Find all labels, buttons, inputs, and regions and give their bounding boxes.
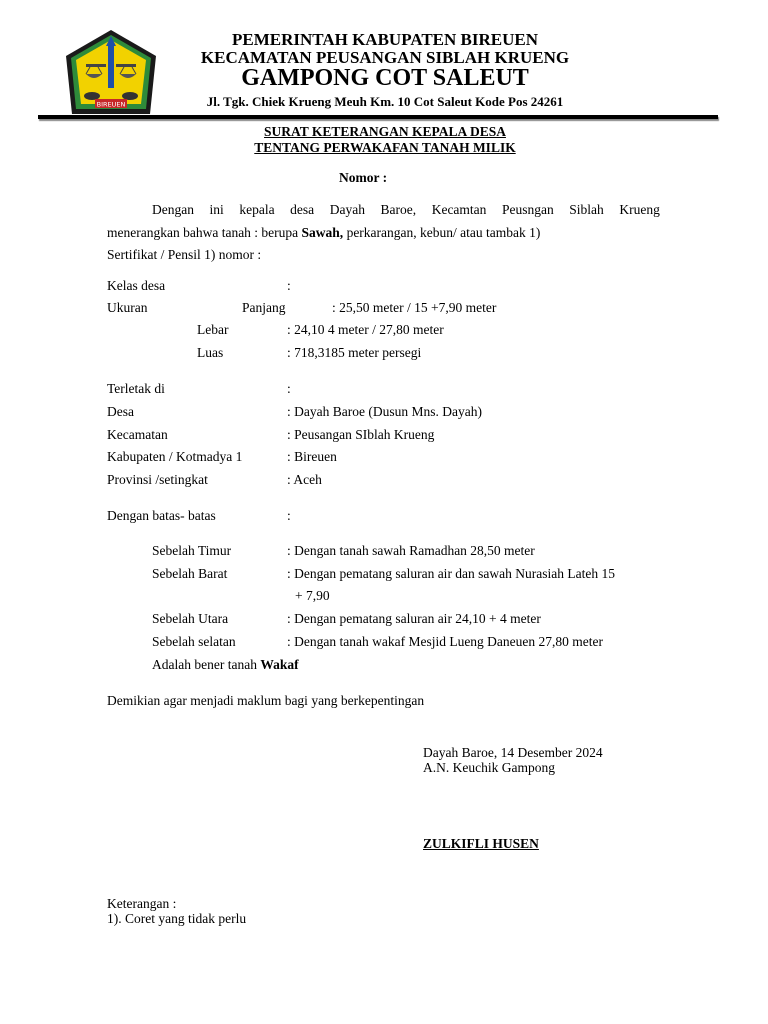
kelas-desa-label: Kelas desa [107,278,166,293]
desa-label: Desa [107,404,134,419]
selatan-value: : Dengan tanah wakaf Mesjid Lueng Daneuen 27,80 meter [287,634,604,649]
closing-statement: Demikian agar menjadi maklum bagi yang berkepentingan [107,693,425,708]
signature-role: A.N. Keuchik Gampong [423,760,555,775]
letterhead-divider [38,115,718,119]
letter-title-line2: TENTANG PERWAKAFAN TANAH MILIK [254,140,516,155]
intro-word: Krueng [619,202,660,217]
letterhead-line2: KECAMATAN PEUSANGAN SIBLAH KRUENG [200,48,570,67]
utara-label: Sebelah Utara [152,611,229,626]
panjang-label: Panjang [242,300,286,315]
timur-label: Sebelah Timur [152,543,232,558]
batas-heading: Dengan batas- batas [107,508,216,523]
panjang-value: : 25,50 meter / 15 +7,90 meter [332,300,497,315]
intro-word: Peusngan [501,202,554,217]
intro-word: Dayah [329,202,365,217]
signature-place-date: Dayah Baroe, 14 Desember 2024 [423,745,603,760]
intro-word: ini [209,202,224,217]
kabupaten-label: Kabupaten / Kotmadya 1 [107,449,243,464]
letter-number: Nomor : [339,170,388,185]
land-status-text: Adalah bener tanah [152,657,261,672]
provinsi-label: Provinsi /setingkat [107,472,208,487]
kecamatan-label: Kecamatan [107,427,168,442]
ukuran-label: Ukuran [107,300,148,315]
lebar-value: : 24,10 4 meter / 27,80 meter [287,322,444,337]
intro-text: menerangkan bahwa tanah : berupa [107,225,302,240]
intro-word: Siblah [569,202,604,217]
signatory-name: ZULKIFLI HUSEN [423,836,539,851]
intro-word: kepala [239,202,275,217]
kelas-desa-value: : [287,278,291,293]
letterhead-line1: PEMERINTAH KABUPATEN BIREUEN [231,30,539,49]
certificate-line: Sertifikat / Pensil 1) nomor : [107,247,262,262]
timur-value: : Dengan tanah sawah Ramadhan 28,50 meter [287,543,535,558]
kabupaten-value: : Bireuen [287,449,337,464]
selatan-label: Sebelah selatan [152,634,236,649]
desa-value: : Dayah Baroe (Dusun Mns. Dayah) [287,404,482,419]
intro-word: Kecamtan [431,202,487,217]
terletak-value: : [287,381,291,396]
kecamatan-value: : Peusangan SIblah Krueng [287,427,435,442]
lebar-label: Lebar [197,322,229,337]
barat-label: Sebelah Barat [152,566,228,581]
notes-label: Keterangan : [107,896,177,911]
intro-word: desa [290,202,315,217]
utara-value: : Dengan pematang saluran air 24,10 + 4 meter [287,611,541,626]
land-status-value: Wakaf [260,657,299,672]
land-status [152,657,299,673]
land-type: Sawah, [301,225,344,240]
provinsi-value: : Aceh [287,472,322,487]
notes-item-1: 1). Coret yang tidak perlu [107,911,247,926]
letter-title-line1: SURAT KETERANGAN KEPALA DESA [264,124,506,139]
intro-word: Baroe, [380,202,417,217]
regency-logo [62,28,160,120]
logo-text: BIREUEN [96,100,126,109]
luas-value: : 718,3185 meter persegi [287,345,422,360]
intro-word: Dengan [152,202,194,217]
letterhead-line3: GAMPONG COT SALEUT [241,65,529,91]
letterhead-address: Jl. Tgk. Chiek Krueng Meuh Km. 10 Cot Saleut Kode Pos 24261 [206,94,564,109]
barat-value: : Dengan pematang saluran air dan sawah Nurasiah Lateh 15 [287,566,616,581]
intro-line1 [152,202,660,218]
terletak-label: Terletak di [107,381,165,396]
barat-value-cont: + 7,90 [295,588,330,603]
intro-line2 [107,225,540,241]
batas-heading-colon: : [287,508,291,523]
intro-text-tail: perkarangan, kebun/ atau tambak 1) [343,225,541,240]
luas-label: Luas [197,345,224,360]
